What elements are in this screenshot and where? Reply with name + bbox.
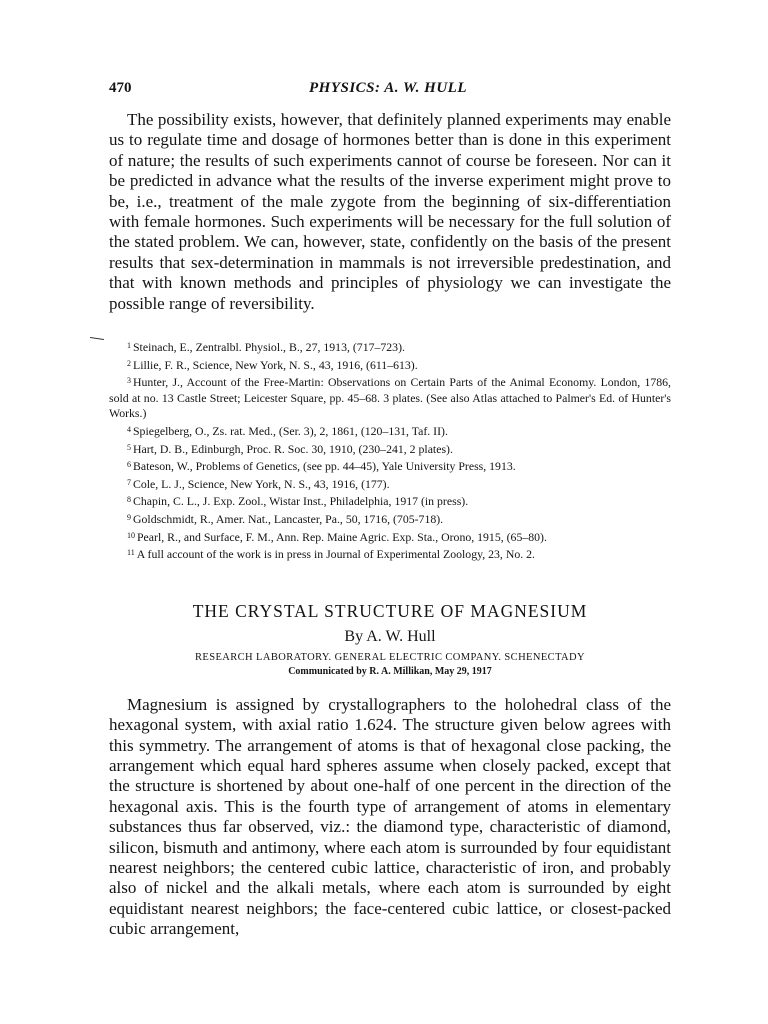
- article-title: THE CRYSTAL STRUCTURE OF MAGNESIUM: [192, 600, 588, 621]
- margin-mark: [90, 337, 104, 340]
- footnote: $^3$ Hunter, J., Account of the Free-Martin: Observations on Certain Parts of the Animal Economy. London, 1786, sold at no. 13 Castle Street; Leicester Square, pp. 45–68. 3 plates. (See also Atlas attached to Palmer's Ed. of Hunter's Works.): [109, 375, 671, 421]
- footnote: $^{10}$ Pearl, R., and Surface, F. M., Ann. Rep. Maine Agric. Exp. Sta., Orono, 1915, (65–80).: [127, 529, 547, 544]
- footnote: $^{11}$ A full account of the work is in press in Journal of Experimental Zoology, 23, No. 2.: [127, 547, 535, 562]
- footnotes: [109, 338, 671, 563]
- running-head: PHYSICS: A. W. HULL: [309, 80, 467, 96]
- page: [109, 80, 671, 957]
- footnote: $^6$ Bateson, W., Problems of Genetics, (see pp. 44–45), Yale University Press, 1913.: [127, 459, 516, 474]
- page-header: [109, 80, 671, 104]
- footnote: $^8$ Chapin, C. L., J. Exp. Zool., Wistar Inst., Philadelphia, 1917 (in press).: [127, 494, 469, 509]
- page-number: 470: [109, 80, 132, 96]
- article-body: Magnesium is assigned by crystallographers to the holohedral class of the hexagonal system, with axial ratio 1.624. The structure given below agrees with this symmetry. The arrangement of atoms is that of hexagonal close packing, the arrangement which equal hard spheres assume when closely packed, except that the structure is shortened by about one-half of one percent in the direction of the hexagonal axis. This is the fourth type of arrangement of atoms in elementary substances thus far observed, viz.: the diamond type, characteristic of diamond, silicon, bismuth and antimony, where each atom is surrounded by four equidistant nearest neighbors; the centered cubic lattice, characteristic of iron, and probably also of nickel and the alkali metals, where each atom is surrounded by eight equidistant nearest neighbors; the face-centered cubic lattice, or closest-packed cubic arrangement,: [109, 694, 671, 939]
- footnote: $^4$ Spiegelberg, O., Zs. rat. Med., (Ser. 3), 2, 1861, (120–131, Taf. II).: [127, 424, 448, 439]
- footnote: $^5$ Hart, D. B., Edinburgh, Proc. R. Soc. 30, 1910, (230–241, 2 plates).: [127, 441, 453, 456]
- article-byline: By A. W. Hull: [344, 627, 436, 645]
- article-communicated: Communicated by R. A. Millikan, May 29, 1917: [288, 665, 492, 677]
- footnote: $^7$ Cole, L. J., Science, New York, N. S., 43, 1916, (177).: [127, 476, 390, 491]
- footnote: $^9$ Goldschmidt, R., Amer. Nat., Lancaster, Pa., 50, 1716, (705-718).: [127, 512, 444, 526]
- body-paragraph: The possibility exists, however, that definitely planned experiments may enable us to regulate time and dosage of hormones better than is done in this experiment of nature; the results of such experiments cannot of course be foreseen. Nor can it be predicted in advance what the results of the inverse experiment might prove to be, i.e., treatment of the male zygote from the beginning of six-differentiation with female hormones. Such experiments will be necessary for the full solution of the stated problem. We can, however, state, confidently on the basis of the present results that sex-determination in mammals is not irreversible predestination, and that with known methods and principles of physiology we can investigate the possible range of reversibility.: [109, 110, 671, 313]
- footnote: $^2$ Lillie, F. R., Science, New York, N. S., 43, 1916, (611–613).: [127, 357, 418, 372]
- article-affiliation: RESEARCH LABORATORY. GENERAL ELECTRIC COMPANY. SCHENECTADY: [194, 651, 585, 663]
- footnote: $^1$ Steinach, E., Zentralbl. Physiol., B., 27, 1913, (717–723).: [127, 340, 405, 355]
